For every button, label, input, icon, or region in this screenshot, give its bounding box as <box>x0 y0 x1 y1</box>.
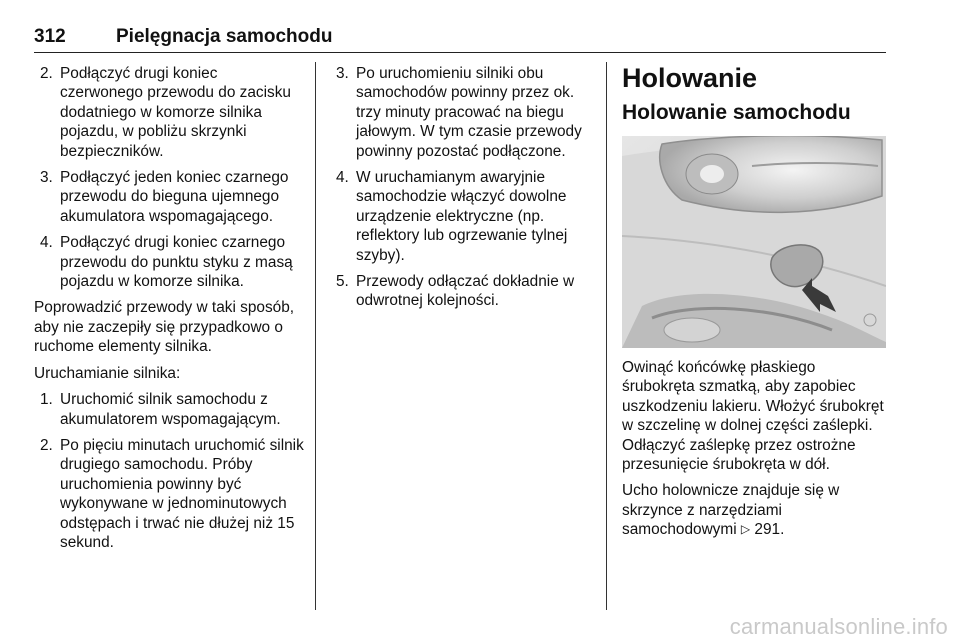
towing-eye-cover-illustration <box>622 136 886 348</box>
page-number: 312 <box>34 26 66 47</box>
column-left <box>34 64 304 559</box>
list-item-text: Po pięciu minutach uruchomić silnik drugiego samochodu. Próby uruchomienia powinny być wykonywane w jednominutowych odstępach i trwać nie dłużej niż 15 sekund. <box>60 436 304 551</box>
list-item <box>34 390 304 429</box>
engine-start-heading: Uruchamianie silnika: <box>34 364 181 382</box>
list-item-number: 2. <box>40 436 53 454</box>
engine-start-steps-list <box>34 390 304 552</box>
list-item <box>330 64 594 161</box>
list-item <box>34 436 304 552</box>
list-item-number: 5. <box>336 273 349 291</box>
list-item <box>330 272 594 311</box>
page-reference-link[interactable]: 291. <box>754 521 785 539</box>
page-reference-arrow-icon: ▷ <box>740 522 751 537</box>
tow-eye-location-text: Ucho holownicze znajduje się w skrzynce z narzędziami samochodowymi <box>622 482 840 539</box>
column-divider <box>606 62 607 610</box>
column-middle <box>330 64 594 318</box>
column-right <box>622 64 886 547</box>
list-item-number: 4. <box>336 169 349 187</box>
subsection-title: Holowanie samochodu <box>622 101 851 124</box>
list-item-text: Po uruchomieniu silniki obu samochodów powinny przez ok. trzy minuty pracować na biegu jałowym. W tym czasie przewody powinny pozostać podłączone. <box>356 65 582 160</box>
list-item-number: 3. <box>336 65 349 82</box>
jump-start-steps-list <box>34 64 304 291</box>
list-item-number: 3. <box>40 169 53 187</box>
page-title: Pielęgnacja samochodu <box>116 26 333 47</box>
column-divider <box>315 62 316 610</box>
list-item <box>34 64 304 161</box>
section-title: Holowanie <box>622 63 758 93</box>
list-item <box>330 168 594 265</box>
list-item-text: Podłączyć drugi koniec czarnego przewodu do punktu styku z masą pojazdu w komorze silnika. <box>60 234 293 291</box>
list-item <box>34 233 304 291</box>
list-item-text: Podłączyć jeden koniec czarnego przewodu do bieguna ujemnego akumulatora wspomagającego. <box>60 169 289 225</box>
list-item-text: Uruchomić silnik samochodu z akumulatorem wspomagającym. <box>60 391 281 428</box>
list-item-text: Podłączyć drugi koniec czerwonego przewodu do zacisku dodatniego w komorze silnika pojazdu, w pobliżu skrzynki bezpieczników. <box>60 65 291 160</box>
headlamp-lens-highlight <box>700 165 724 183</box>
list-item-text: Przewody odłączać dokładnie w odwrotnej kolejności. <box>356 273 575 310</box>
list-item-number: 2. <box>40 65 53 82</box>
cable-routing-paragraph: Poprowadzić przewody w taki sposób, aby nie zaczepiły się przypadkowo o ruchome elementy silnika. <box>34 299 295 356</box>
list-item <box>34 168 304 226</box>
page-header <box>34 22 886 53</box>
tow-cover-removal-paragraph: Owinąć końcówkę płaskiego śrubokręta szmatką, aby zapobiec uszkodzeniu lakieru. Włożyć śrubokręt w szczelinę w dolnej części zaślepki. Odłączyć zaślepkę przez ostrożne przesunięcie śrubokręta w dół. <box>622 359 884 474</box>
list-item-number: 1. <box>40 391 53 409</box>
tow-eye-location-paragraph <box>622 481 886 539</box>
fog-lamp <box>664 318 720 342</box>
jump-start-steps-continued-list <box>330 64 594 311</box>
watermark: carmanualsonline.info <box>729 614 948 639</box>
list-item-number: 4. <box>40 234 53 252</box>
list-item-text: W uruchamianym awaryjnie samochodzie włączyć dowolne urządzenie elektryczne (np. reflektory lub ogrzewanie tylnej szyby). <box>356 169 568 264</box>
